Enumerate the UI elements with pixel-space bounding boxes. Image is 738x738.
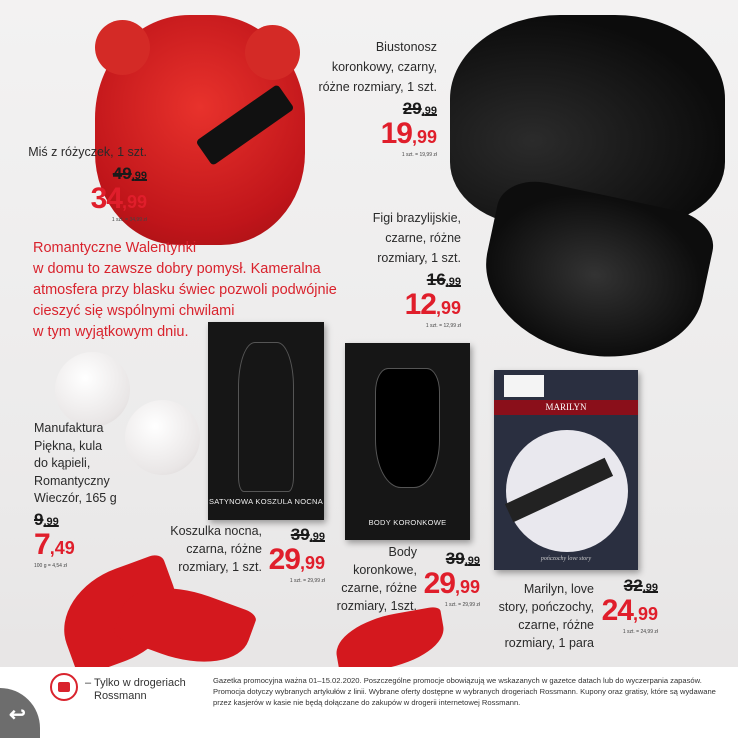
old-price: 16,99 bbox=[426, 270, 461, 289]
unit-price: 1 szt. = 19,99 zł bbox=[401, 152, 437, 158]
stockings-box bbox=[494, 370, 638, 570]
paper-flower-decoration bbox=[331, 606, 448, 676]
new-price: 29,99 bbox=[423, 567, 480, 600]
new-price: 19,99 bbox=[380, 117, 437, 150]
new-price: 24,99 bbox=[601, 594, 658, 627]
box-subtitle: pończochy love story bbox=[540, 556, 592, 562]
teddy-ear bbox=[95, 20, 150, 75]
product-description: Manufaktura Piękna, kula do kąpieli, Romantyczny Wieczór, 165 g bbox=[34, 421, 117, 505]
product-description: Figi brazylijskie, czarne, różne rozmiary, 1 szt. bbox=[372, 211, 461, 265]
old-price: 49,99 bbox=[112, 164, 147, 183]
old-price: 9,99 bbox=[34, 509, 59, 529]
product-description: Koszulka nocna, czarna, różne rozmiary, 1 szt. bbox=[170, 524, 262, 574]
product-description: Miś z różyczek, 1 szt. bbox=[28, 145, 147, 159]
back-arrow-icon: ↩ bbox=[9, 704, 26, 726]
teddy-ear bbox=[245, 25, 300, 80]
old-price: 29,99 bbox=[402, 99, 437, 118]
unit-price: 1 szt. = 29,99 zł bbox=[444, 602, 480, 608]
unit-price: 1 szt. = 24,99 zł bbox=[622, 629, 658, 635]
legal-text: Gazetka promocyjna ważna 01–15.02.2020. Poszczególne promocje obowiązują we wskazanych w gazetce datach lub do wyczerpania zapasów. Promocja dotyczy wybranych artykułów z linii. Wybrane oferty dostępne w wybranych drogeriach Rossmann. Kupony oraz gratisy, które są wydawane przez kasjerów w kasie nie będą dołączane do zakupów w drogerii internetowej Rossmann. bbox=[213, 676, 716, 707]
new-price: 12,99 bbox=[404, 288, 461, 321]
product-description: Marilyn, love story, pończochy, czarne, różne rozmiary, 1 para bbox=[498, 582, 594, 650]
old-price: 39,99 bbox=[290, 525, 325, 544]
price-block bbox=[598, 576, 658, 635]
product-description: Biustonosz koronkowy, czarny, różne rozmiary, 1 szt. bbox=[318, 40, 437, 94]
bath-bomb-image bbox=[55, 352, 130, 427]
price-block bbox=[0, 164, 147, 223]
rossmann-logo-icon bbox=[50, 673, 78, 701]
box-label: BODY KORONKOWE bbox=[368, 518, 447, 527]
unit-price: 100 g = 4,54 zł bbox=[34, 562, 67, 569]
price-block bbox=[330, 270, 461, 329]
old-price: 32,99 bbox=[623, 576, 658, 595]
headline-text: Romantyczne Walentynki w domu to zawsze dobry pomysł. Kameralna atmosfera przy blasku świec pozwoli podwójnie cieszyć się wspólnymi chwilami w tym wyjątkowym dniu. bbox=[33, 240, 337, 340]
brand-label: MARILYN bbox=[494, 400, 638, 415]
price-block bbox=[300, 99, 437, 158]
body-box bbox=[345, 343, 470, 540]
unit-price: 1 szt. = 29,99 zł bbox=[289, 578, 325, 584]
old-price: 39,99 bbox=[445, 549, 480, 568]
nightgown-box bbox=[208, 322, 324, 520]
new-price: 34,99 bbox=[90, 182, 147, 215]
new-price: 29,99 bbox=[268, 543, 325, 576]
price-block bbox=[34, 510, 154, 569]
unit-price: 1 szt. = 12,99 zł bbox=[425, 323, 461, 329]
new-price: 7,49 bbox=[34, 527, 75, 561]
unit-price: 1 szt. = 34,99 zł bbox=[111, 217, 147, 223]
box-label: SATYNOWA KOSZULA NOCNA bbox=[208, 497, 324, 506]
product-description: Body koronkowe, czarne, różne rozmiary, 1szt. bbox=[336, 545, 417, 613]
only-rossmann-note: – Tylko w drogeriach Rossmann bbox=[85, 677, 186, 702]
